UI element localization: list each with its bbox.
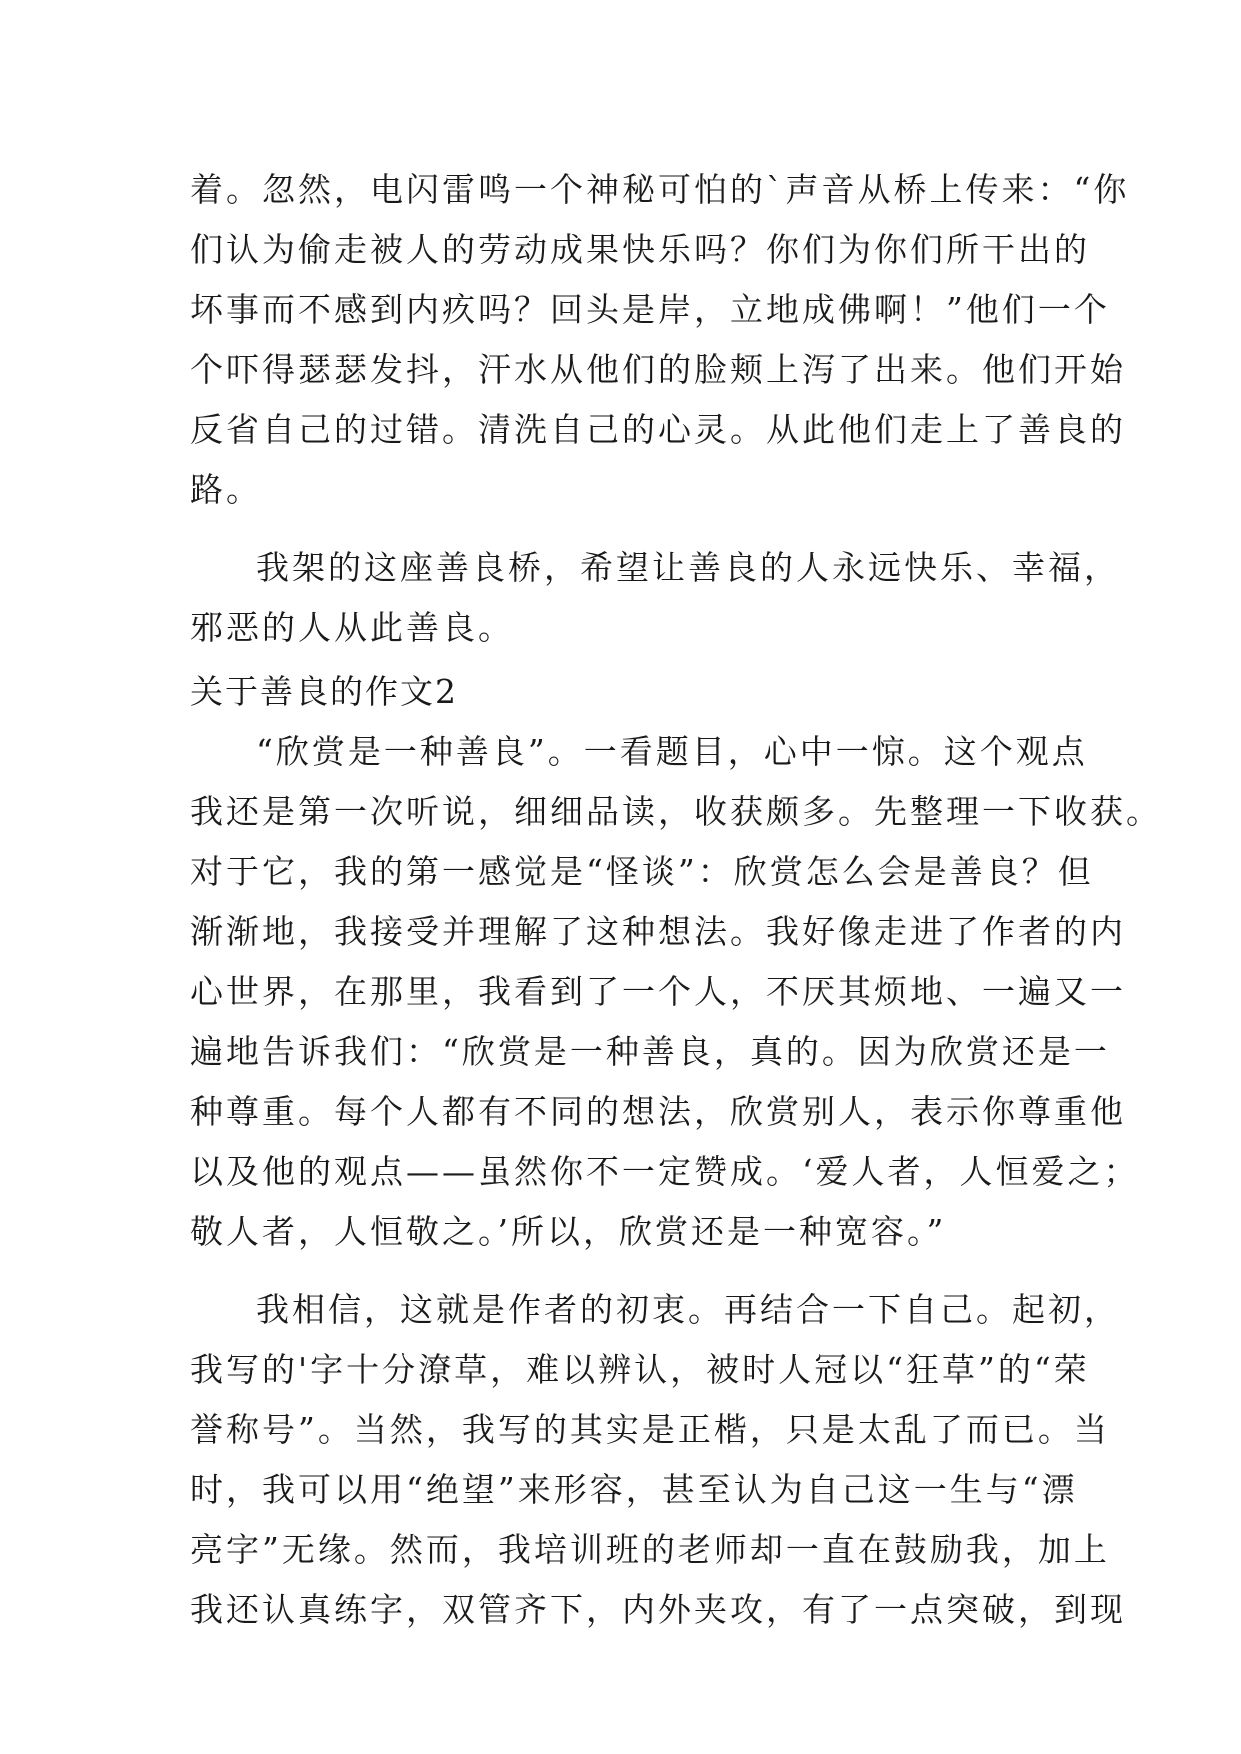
paragraph-4-line: 时，我可以用“绝望”来形容，甚至认为自己这一生与“漂	[190, 1470, 1078, 1509]
paragraph-2-line: 邪恶的人从此善良。	[190, 608, 514, 647]
paragraph-1-line: 着。忽然，电闪雷鸣一个神秘可怕的`声音从桥上传来：“你	[190, 170, 1130, 209]
paragraph-3-line: 对于它，我的第一感觉是“怪谈”：欣赏怎么会是善良？但	[190, 852, 1094, 891]
paragraph-4-line: 我相信，这就是作者的初衷。再结合一下自己。起初，	[256, 1290, 1120, 1329]
essay-heading: 关于善良的作文2	[190, 672, 458, 711]
paragraph-1-line: 们认为偷走被人的劳动成果快乐吗？你们为你们所干出的	[190, 230, 1090, 269]
paragraph-3-line: “欣赏是一种善良”。一看题目，心中一惊。这个观点	[256, 732, 1088, 771]
paragraph-3-line: 心世界，在那里，我看到了一个人，不厌其烦地、一遍又一	[190, 972, 1126, 1011]
paragraph-3-line: 以及他的观点——虽然你不一定赞成。‘爱人者，人恒爱之；	[190, 1152, 1140, 1191]
paragraph-3-line: 敬人者，人恒敬之。’所以，欣赏还是一种宽容。”	[190, 1212, 947, 1251]
paragraph-3-line: 遍地告诉我们：“欣赏是一种善良，真的。因为欣赏还是一	[190, 1032, 1110, 1071]
paragraph-3-line: 我还是第一次听说，细细品读，收获颇多。先整理一下收获。	[190, 792, 1162, 831]
paragraph-1-line: 路。	[190, 470, 262, 509]
paragraph-1-line: 反省自己的过错。清洗自己的心灵。从此他们走上了善良的	[190, 410, 1126, 449]
paragraph-3-line: 种尊重。每个人都有不同的想法，欣赏别人，表示你尊重他	[190, 1092, 1126, 1131]
paragraph-4-line: 亮字”无缘。然而，我培训班的老师却一直在鼓励我，加上	[190, 1530, 1110, 1569]
paragraph-4-line: 誉称号”。当然，我写的其实是正楷，只是太乱了而已。当	[190, 1410, 1110, 1449]
paragraph-4-line: 我写的'字十分潦草，难以辨认，被时人冠以“狂草”的“荣	[190, 1350, 1090, 1389]
paragraph-3-line: 渐渐地，我接受并理解了这种想法。我好像走进了作者的内	[190, 912, 1126, 951]
paragraph-4-line: 我还认真练字，双管齐下，内外夹攻，有了一点突破，到现	[190, 1590, 1126, 1629]
document-body	[190, 160, 1162, 1640]
paragraph-1-line: 坏事而不感到内疚吗？回头是岸，立地成佛啊！”他们一个	[190, 290, 1110, 329]
paragraph-2-line: 我架的这座善良桥，希望让善良的人永远快乐、幸福，	[256, 548, 1120, 587]
paragraph-1-line: 个吓得瑟瑟发抖，汗水从他们的脸颊上泻了出来。他们开始	[190, 350, 1126, 389]
